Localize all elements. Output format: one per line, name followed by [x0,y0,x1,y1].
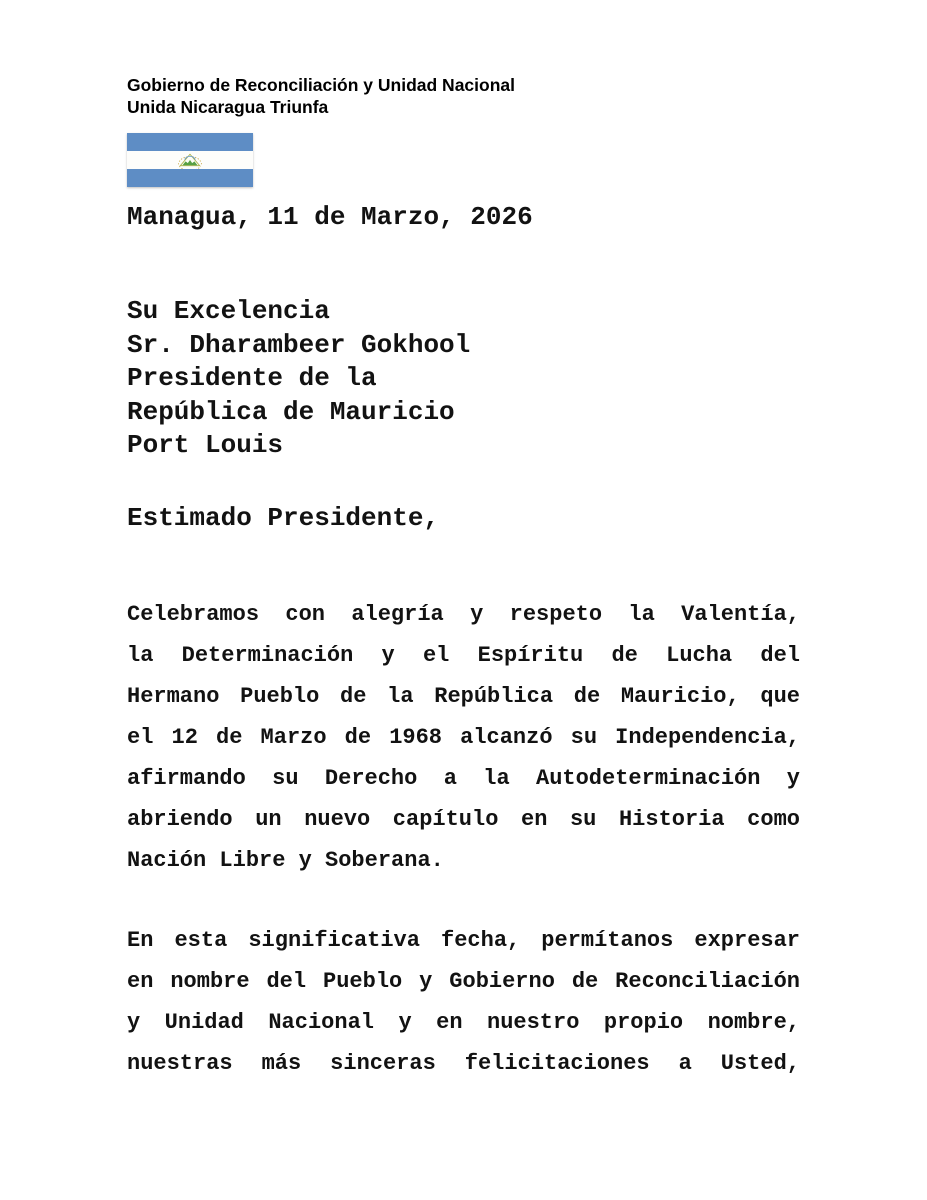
body-line: afirmando su Derecho a la Autodeterminación y [127,766,800,791]
flag-stripe-bottom [127,169,253,187]
nicaragua-flag [127,133,253,187]
body-line: y Unidad Nacional y en nuestro propio nombre, [127,1010,800,1035]
recipient-line: República de Mauricio [127,396,455,427]
body-line: nuestras más sinceras felicitaciones a Usted, [127,1051,800,1076]
recipient-line: Su Excelencia [127,296,330,326]
letterhead-line-1: Gobierno de Reconciliación y Unidad Nacional [127,75,515,95]
letterhead-line-2: Unida Nicaragua Triunfa [127,97,329,117]
coat-of-arms-icon [175,151,205,169]
body-paragraph-2 [127,920,800,1084]
salutation: Estimado Presidente, [127,503,440,533]
body-line: Hermano Pueblo de la República de Mauricio, que [127,684,800,709]
body-line: Celebramos con alegría y respeto la Valentía, [127,602,800,627]
body-line: En esta significativa fecha, permítanos expresar [127,928,800,953]
flag-stripe-middle [127,151,253,169]
recipient-line: Port Louis [127,430,284,461]
body-line: el 12 de Marzo de 1968 alcanzó su Independencia, [127,725,800,750]
recipient-line: Presidente de la [127,363,377,394]
body-line: abriendo un nuevo capítulo en su Historia como [127,807,800,832]
recipient-block [127,295,470,463]
recipient-line: Sr. Dharambeer Gokhool [127,329,471,360]
body-line: Nación Libre y Soberana. [127,848,444,873]
letterhead [127,74,515,118]
flag-stripe-top [127,133,253,151]
date-line: Managua, 11 de Marzo, 2026 [127,202,533,232]
body-paragraph-1 [127,594,800,881]
body-line: la Determinación y el Espíritu de Lucha del [127,643,800,668]
body-line: en nombre del Pueblo y Gobierno de Reconciliación [127,969,800,994]
